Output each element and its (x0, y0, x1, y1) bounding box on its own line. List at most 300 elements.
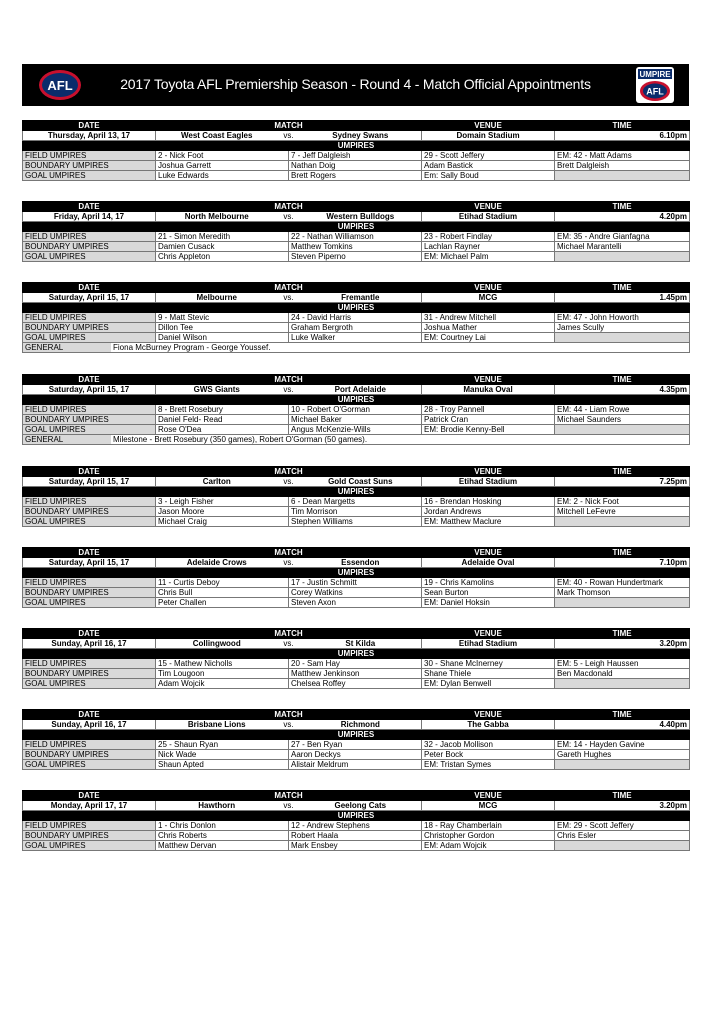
match-header: MATCH (156, 467, 422, 477)
match-time: 3.20pm (555, 639, 690, 649)
boundary-umpire: Adam Bastick (422, 161, 555, 171)
boundary-umpire: Graham Bergroth (289, 323, 422, 333)
boundary-umpire: Mark Thomson (555, 588, 690, 598)
boundary-umpire: Chris Roberts (156, 831, 289, 841)
match-teams (156, 801, 422, 811)
vs-label: vs. (283, 639, 294, 648)
match-table (22, 120, 690, 181)
umpires-header-row (23, 811, 690, 821)
time-header: TIME (555, 375, 690, 385)
match-header-row (23, 375, 690, 385)
match-block (22, 374, 689, 445)
match-date: Saturday, April 15, 17 (23, 558, 156, 568)
home-team: West Coast Eagles (181, 131, 253, 140)
umpire-logo-top-text: UMPIRE (639, 70, 671, 79)
umpires-header-row (23, 395, 690, 405)
match-table (22, 790, 690, 851)
time-header: TIME (555, 548, 690, 558)
match-block (22, 628, 689, 689)
goal-umpire: Chelsea Roffey (289, 679, 422, 689)
home-team: Brisbane Lions (187, 720, 246, 729)
goal-umpires-row (23, 252, 690, 262)
away-team: Gold Coast Suns (328, 477, 393, 486)
field-umpire: EM: 2 - Nick Foot (555, 497, 690, 507)
empty-cell (555, 425, 690, 435)
umpires-header: UMPIRES (23, 487, 690, 497)
vs-label: vs. (283, 293, 294, 302)
goal-umpire: Shaun Apted (156, 760, 289, 770)
match-table (22, 709, 690, 770)
date-header: DATE (23, 629, 156, 639)
goal-umpire: Stephen Williams (289, 517, 422, 527)
date-header: DATE (23, 121, 156, 131)
goal-umpire: EM: Brodie Kenny-Bell (422, 425, 555, 435)
umpires-header: UMPIRES (23, 303, 690, 313)
home-team: Carlton (202, 477, 231, 486)
match-date: Sunday, April 16, 17 (23, 720, 156, 730)
away-team: Geelong Cats (334, 801, 387, 810)
venue-header: VENUE (422, 202, 555, 212)
field-umpire: 7 - Jeff Dalgleish (289, 151, 422, 161)
match-info-row (23, 639, 690, 649)
date-header: DATE (23, 791, 156, 801)
vs-label: vs. (283, 385, 294, 394)
goal-umpires-row (23, 841, 690, 851)
match-block (22, 790, 689, 851)
match-info-row (23, 385, 690, 395)
goal-umpire: Steven Piperno (289, 252, 422, 262)
boundary-label: BOUNDARY UMPIRES (23, 242, 156, 252)
boundary-umpire: Christopher Gordon (422, 831, 555, 841)
field-umpire: 6 - Dean Margetts (289, 497, 422, 507)
match-table (22, 282, 690, 353)
time-header: TIME (555, 467, 690, 477)
field-umpire: 8 - Brett Rosebury (156, 405, 289, 415)
away-team: Essendon (341, 558, 380, 567)
match-time: 4.20pm (555, 212, 690, 222)
match-venue: Domain Stadium (422, 131, 555, 141)
date-header: DATE (23, 548, 156, 558)
boundary-umpire: Tim Lougoon (156, 669, 289, 679)
goal-umpire: Matthew Dervan (156, 841, 289, 851)
venue-header: VENUE (422, 710, 555, 720)
match-info-row (23, 801, 690, 811)
match-header-row (23, 202, 690, 212)
general-row (23, 343, 690, 353)
goal-umpire: EM: Courtney Lai (422, 333, 555, 343)
afl-logo-text: AFL (47, 78, 73, 93)
field-label: FIELD UMPIRES (23, 821, 156, 831)
match-date: Thursday, April 13, 17 (23, 131, 156, 141)
boundary-umpire: Brett Dalgleish (555, 161, 690, 171)
match-teams (156, 293, 422, 303)
goal-umpire: Rose O'Dea (156, 425, 289, 435)
boundary-umpire: Michael Baker (289, 415, 422, 425)
match-header-row (23, 283, 690, 293)
field-umpire: 25 - Shaun Ryan (156, 740, 289, 750)
boundary-umpire: Mitchell LeFevre (555, 507, 690, 517)
away-team: Richmond (340, 720, 380, 729)
away-team: Western Bulldogs (326, 212, 395, 221)
match-table (22, 628, 690, 689)
match-info-row (23, 720, 690, 730)
boundary-umpire: Corey Watkins (289, 588, 422, 598)
umpires-header: UMPIRES (23, 141, 690, 151)
match-time: 7.25pm (555, 477, 690, 487)
field-umpires-row (23, 497, 690, 507)
match-header: MATCH (156, 548, 422, 558)
away-team: Fremantle (341, 293, 380, 302)
home-team: Melbourne (196, 293, 237, 302)
boundary-umpire: Patrick Cran (422, 415, 555, 425)
venue-header: VENUE (422, 629, 555, 639)
umpires-header-row (23, 141, 690, 151)
umpires-header-row (23, 649, 690, 659)
page-title: 2017 Toyota AFL Premiership Season - Round 4 - Match Official Appointments (120, 76, 591, 92)
general-note: Milestone - Brett Rosebury (350 games), Robert O'Gorman (50 games). (111, 435, 689, 444)
match-date: Saturday, April 15, 17 (23, 477, 156, 487)
field-umpire: EM: 35 - Andre Gianfagna (555, 232, 690, 242)
boundary-umpire: Lachlan Rayner (422, 242, 555, 252)
away-team: Sydney Swans (332, 131, 389, 140)
time-header: TIME (555, 791, 690, 801)
umpires-header: UMPIRES (23, 649, 690, 659)
boundary-umpire: Michael Saunders (555, 415, 690, 425)
umpires-header: UMPIRES (23, 395, 690, 405)
field-label: FIELD UMPIRES (23, 740, 156, 750)
match-block (22, 547, 689, 608)
goal-umpire: Peter Challen (156, 598, 289, 608)
field-umpire: 20 - Sam Hay (289, 659, 422, 669)
field-umpire: 32 - Jacob Mollison (422, 740, 555, 750)
goal-label: GOAL UMPIRES (23, 517, 156, 527)
field-umpire: EM: 29 - Scott Jeffery (555, 821, 690, 831)
goal-umpire: Luke Walker (289, 333, 422, 343)
match-header-row (23, 121, 690, 131)
field-label: FIELD UMPIRES (23, 151, 156, 161)
venue-header: VENUE (422, 548, 555, 558)
goal-label: GOAL UMPIRES (23, 425, 156, 435)
field-label: FIELD UMPIRES (23, 497, 156, 507)
home-team: Collingwood (192, 639, 241, 648)
goal-label: GOAL UMPIRES (23, 333, 156, 343)
match-header: MATCH (156, 283, 422, 293)
general-note: Fiona McBurney Program - George Youssef. (111, 343, 689, 352)
boundary-umpire: Dillon Tee (156, 323, 289, 333)
umpires-header-row (23, 487, 690, 497)
boundary-umpire: Michael Marantelli (555, 242, 690, 252)
umpires-header-row (23, 222, 690, 232)
boundary-umpires-row (23, 323, 690, 333)
boundary-umpire: James Scully (555, 323, 690, 333)
boundary-umpire: Jason Moore (156, 507, 289, 517)
match-teams (156, 385, 422, 395)
field-umpire: 3 - Leigh Fisher (156, 497, 289, 507)
field-label: FIELD UMPIRES (23, 578, 156, 588)
field-umpire: 29 - Scott Jeffery (422, 151, 555, 161)
boundary-umpire: Jordan Andrews (422, 507, 555, 517)
vs-label: vs. (283, 801, 294, 810)
match-date: Saturday, April 15, 17 (23, 293, 156, 303)
match-teams (156, 212, 422, 222)
field-umpire: 19 - Chris Kamolins (422, 578, 555, 588)
field-umpire: 30 - Shane McInerney (422, 659, 555, 669)
venue-header: VENUE (422, 283, 555, 293)
general-label-text: GENERAL (23, 343, 111, 352)
goal-umpires-row (23, 333, 690, 343)
boundary-label: BOUNDARY UMPIRES (23, 750, 156, 760)
venue-header: VENUE (422, 121, 555, 131)
match-teams (156, 477, 422, 487)
boundary-umpire: Ben Macdonald (555, 669, 690, 679)
boundary-umpires-row (23, 750, 690, 760)
goal-umpire: EM: Dylan Benwell (422, 679, 555, 689)
boundary-umpire: Chris Esler (555, 831, 690, 841)
match-date: Sunday, April 16, 17 (23, 639, 156, 649)
goal-umpire: Michael Craig (156, 517, 289, 527)
match-venue: Adelaide Oval (422, 558, 555, 568)
field-umpire: 27 - Ben Ryan (289, 740, 422, 750)
goal-umpire: Alistair Meldrum (289, 760, 422, 770)
time-header: TIME (555, 629, 690, 639)
boundary-umpire: Chris Bull (156, 588, 289, 598)
vs-label: vs. (283, 212, 294, 221)
match-venue: MCG (422, 293, 555, 303)
venue-header: VENUE (422, 375, 555, 385)
page-header (22, 64, 689, 106)
goal-umpires-row (23, 517, 690, 527)
goal-umpires-row (23, 425, 690, 435)
umpires-header: UMPIRES (23, 568, 690, 578)
match-time: 4.35pm (555, 385, 690, 395)
field-umpire: 22 - Nathan Williamson (289, 232, 422, 242)
goal-umpire: EM: Adam Wojcik (422, 841, 555, 851)
time-header: TIME (555, 202, 690, 212)
goal-label: GOAL UMPIRES (23, 841, 156, 851)
date-header: DATE (23, 467, 156, 477)
match-venue: Etihad Stadium (422, 477, 555, 487)
goal-umpire: Em: Sally Boud (422, 171, 555, 181)
field-umpire: 16 - Brendan Hosking (422, 497, 555, 507)
vs-label: vs. (283, 558, 294, 567)
umpires-header-row (23, 730, 690, 740)
goal-umpire: Luke Edwards (156, 171, 289, 181)
field-umpire: EM: 44 - Liam Rowe (555, 405, 690, 415)
goal-umpire: Adam Wojcik (156, 679, 289, 689)
general-label-text: GENERAL (23, 435, 111, 444)
match-venue: Manuka Oval (422, 385, 555, 395)
goal-label: GOAL UMPIRES (23, 252, 156, 262)
boundary-umpires-row (23, 242, 690, 252)
match-header: MATCH (156, 791, 422, 801)
boundary-label: BOUNDARY UMPIRES (23, 323, 156, 333)
field-umpire: 2 - Nick Foot (156, 151, 289, 161)
match-info-row (23, 293, 690, 303)
match-header-row (23, 710, 690, 720)
match-time: 7.10pm (555, 558, 690, 568)
vs-label: vs. (283, 477, 294, 486)
match-header: MATCH (156, 629, 422, 639)
goal-umpires-row (23, 171, 690, 181)
field-umpires-row (23, 578, 690, 588)
match-teams (156, 131, 422, 141)
field-umpire: EM: 47 - John Howorth (555, 313, 690, 323)
field-umpire: EM: 42 - Matt Adams (555, 151, 690, 161)
match-table (22, 547, 690, 608)
boundary-label: BOUNDARY UMPIRES (23, 507, 156, 517)
match-info-row (23, 558, 690, 568)
vs-label: vs. (283, 131, 294, 140)
match-teams (156, 639, 422, 649)
goal-label: GOAL UMPIRES (23, 760, 156, 770)
match-block (22, 466, 689, 527)
goal-umpire: EM: Tristan Symes (422, 760, 555, 770)
field-umpire: EM: 14 - Hayden Gavine (555, 740, 690, 750)
boundary-umpire: Joshua Garrett (156, 161, 289, 171)
date-header: DATE (23, 202, 156, 212)
goal-label: GOAL UMPIRES (23, 171, 156, 181)
match-header: MATCH (156, 202, 422, 212)
boundary-label: BOUNDARY UMPIRES (23, 588, 156, 598)
time-header: TIME (555, 710, 690, 720)
umpires-header: UMPIRES (23, 730, 690, 740)
field-umpire: 21 - Simon Meredith (156, 232, 289, 242)
goal-umpires-row (23, 679, 690, 689)
empty-cell (555, 171, 690, 181)
field-umpire: 31 - Andrew Mitchell (422, 313, 555, 323)
match-info-row (23, 212, 690, 222)
empty-cell (555, 517, 690, 527)
match-time: 3.20pm (555, 801, 690, 811)
boundary-umpire: Nathan Doig (289, 161, 422, 171)
field-umpire: EM: 5 - Leigh Haussen (555, 659, 690, 669)
boundary-label: BOUNDARY UMPIRES (23, 831, 156, 841)
time-header: TIME (555, 121, 690, 131)
goal-umpire: EM: Michael Palm (422, 252, 555, 262)
field-umpire: 18 - Ray Chamberlain (422, 821, 555, 831)
field-umpires-row (23, 740, 690, 750)
empty-cell (555, 841, 690, 851)
field-umpire: 10 - Robert O'Gorman (289, 405, 422, 415)
field-umpires-row (23, 821, 690, 831)
match-table (22, 201, 690, 262)
match-header-row (23, 467, 690, 477)
match-venue: Etihad Stadium (422, 639, 555, 649)
boundary-label: BOUNDARY UMPIRES (23, 415, 156, 425)
field-umpire: 11 - Curtis Deboy (156, 578, 289, 588)
match-block (22, 282, 689, 353)
umpires-header-row (23, 568, 690, 578)
boundary-umpire: Matthew Tomkins (289, 242, 422, 252)
general-label (23, 343, 690, 353)
empty-cell (555, 760, 690, 770)
goal-umpires-row (23, 760, 690, 770)
venue-header: VENUE (422, 791, 555, 801)
boundary-umpires-row (23, 669, 690, 679)
empty-cell (555, 598, 690, 608)
field-label: FIELD UMPIRES (23, 232, 156, 242)
boundary-umpire: Matthew Jenkinson (289, 669, 422, 679)
boundary-label: BOUNDARY UMPIRES (23, 669, 156, 679)
boundary-umpire: Damien Cusack (156, 242, 289, 252)
match-block (22, 201, 689, 262)
boundary-umpire: Tim Morrison (289, 507, 422, 517)
boundary-umpires-row (23, 507, 690, 517)
match-table (22, 374, 690, 445)
field-umpire: 17 - Justin Schmitt (289, 578, 422, 588)
boundary-umpires-row (23, 415, 690, 425)
boundary-umpire: Gareth Hughes (555, 750, 690, 760)
home-team: North Melbourne (184, 212, 249, 221)
boundary-umpire: Robert Haala (289, 831, 422, 841)
afl-logo (38, 69, 82, 101)
boundary-label: BOUNDARY UMPIRES (23, 161, 156, 171)
goal-umpire: Chris Appleton (156, 252, 289, 262)
match-header: MATCH (156, 121, 422, 131)
vs-label: vs. (283, 720, 294, 729)
goal-umpire: Brett Rogers (289, 171, 422, 181)
field-umpires-row (23, 313, 690, 323)
match-teams (156, 558, 422, 568)
goal-umpire: Mark Ensbey (289, 841, 422, 851)
field-umpire: EM: 40 - Rowan Hundertmark (555, 578, 690, 588)
field-label: FIELD UMPIRES (23, 313, 156, 323)
match-header-row (23, 629, 690, 639)
match-date: Saturday, April 15, 17 (23, 385, 156, 395)
home-team: GWS Giants (193, 385, 240, 394)
field-label: FIELD UMPIRES (23, 405, 156, 415)
match-table (22, 466, 690, 527)
field-umpires-row (23, 659, 690, 669)
goal-umpires-row (23, 598, 690, 608)
empty-cell (555, 679, 690, 689)
away-team: St Kilda (345, 639, 376, 648)
match-info-row (23, 131, 690, 141)
field-umpire: 9 - Matt Stevic (156, 313, 289, 323)
match-header: MATCH (156, 710, 422, 720)
match-date: Friday, April 14, 17 (23, 212, 156, 222)
field-umpires-row (23, 232, 690, 242)
away-team: Port Adelaide (334, 385, 386, 394)
field-umpire: 12 - Andrew Stephens (289, 821, 422, 831)
field-umpire: 15 - Mathew Nicholls (156, 659, 289, 669)
boundary-umpires-row (23, 588, 690, 598)
general-row (23, 435, 690, 445)
match-time: 1.45pm (555, 293, 690, 303)
venue-header: VENUE (422, 467, 555, 477)
field-umpire: 1 - Chris Donlon (156, 821, 289, 831)
empty-cell (555, 252, 690, 262)
time-header: TIME (555, 283, 690, 293)
goal-umpire: EM: Daniel Hoksin (422, 598, 555, 608)
boundary-umpire: Daniel Feld- Read (156, 415, 289, 425)
match-venue: Etihad Stadium (422, 212, 555, 222)
field-umpire: 24 - David Harris (289, 313, 422, 323)
field-umpire: 28 - Troy Pannell (422, 405, 555, 415)
match-venue: The Gabba (422, 720, 555, 730)
boundary-umpire: Nick Wade (156, 750, 289, 760)
boundary-umpire: Peter Bock (422, 750, 555, 760)
goal-umpire: Angus McKenzie-Wills (289, 425, 422, 435)
goal-label: GOAL UMPIRES (23, 679, 156, 689)
boundary-umpire: Sean Burton (422, 588, 555, 598)
boundary-umpire: Shane Thiele (422, 669, 555, 679)
empty-cell (555, 333, 690, 343)
general-label (23, 435, 690, 445)
date-header: DATE (23, 283, 156, 293)
goal-umpire: Steven Axon (289, 598, 422, 608)
umpires-header: UMPIRES (23, 222, 690, 232)
